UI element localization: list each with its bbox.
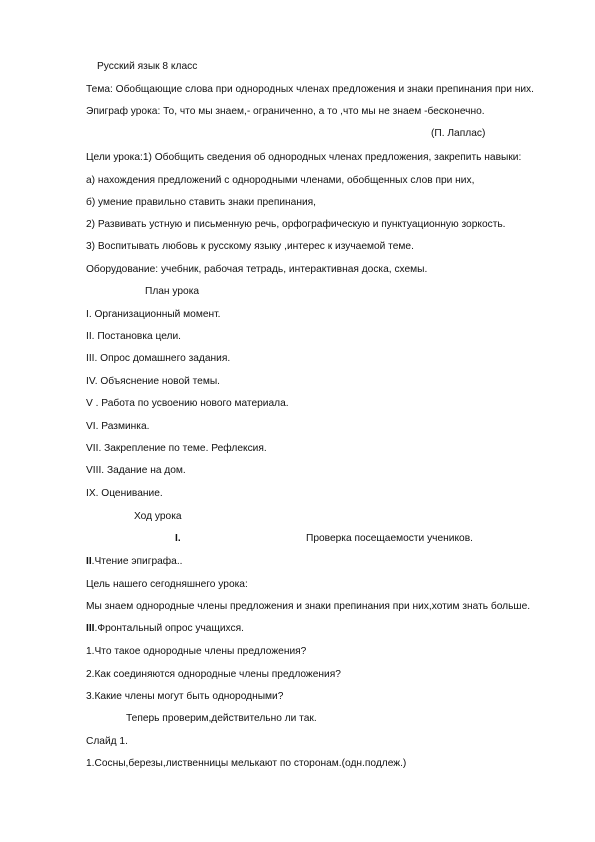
goal-intro: Цель нашего сегодняшнего урока: <box>86 579 248 590</box>
goal-line: а) нахождения предложений с однородными членами, обобщенных слов при них, <box>86 175 475 186</box>
plan-item: VI. Разминка. <box>86 421 150 432</box>
question-item: 2.Как соединяются однородные члены предложения? <box>86 669 341 680</box>
step-numeral: III <box>86 623 95 634</box>
step-numeral: I. <box>175 533 181 544</box>
step-text: .Фронтальный опрос учащихся. <box>94 623 244 634</box>
plan-item: I. Организационный момент. <box>86 309 221 320</box>
plan-item: IX. Оценивание. <box>86 488 163 499</box>
plan-title: План урока <box>145 286 200 297</box>
question-item: 3.Какие члены могут быть однородными? <box>86 691 284 702</box>
plan-item: VII. Закрепление по теме. Рефлексия. <box>86 443 267 454</box>
slide-sentence: 1.Сосны,березы,лиственницы мелькают по сторонам.(одн.подлеж.) <box>86 758 407 769</box>
epigraph-author: (П. Лаплас) <box>431 128 486 139</box>
goal-statement: Мы знаем однородные члены предложения и знаки препинания при них,хотим знать больше. <box>86 601 531 612</box>
plan-item: II. Постановка цели. <box>86 331 182 342</box>
epigraph-text: Эпиграф урока: То, что мы знаем,- ограниченно, а то ,что мы не знаем -бесконечно. <box>86 106 485 117</box>
plan-item: III. Опрос домашнего задания. <box>86 353 231 364</box>
step-numeral: II <box>86 556 92 567</box>
goal-line: 3) Воспитывать любовь к русскому языку ,интерес к изучаемой теме. <box>86 241 414 252</box>
question-item: 1.Что такое однородные члены предложения? <box>86 646 307 657</box>
plan-item: IV. Объяснение новой темы. <box>86 376 221 387</box>
course-title: Ход урока <box>134 511 182 522</box>
plan-item: VIII. Задание на дом. <box>86 465 186 476</box>
subject-header: Русский язык 8 класс <box>97 61 198 72</box>
step-text: .Чтение эпиграфа.. <box>91 556 183 567</box>
goal-line: Цели урока:1) Обобщить сведения об однородных членах предложения, закрепить навыки: <box>86 152 522 163</box>
goal-line: б) умение правильно ставить знаки препинания, <box>86 197 317 208</box>
slide-label: Слайд 1. <box>86 736 128 747</box>
equipment-line: Оборудование: учебник, рабочая тетрадь, интерактивная доска, схемы. <box>86 264 428 275</box>
check-line: Теперь проверим,действительно ли так. <box>126 713 317 724</box>
step-line <box>86 623 244 635</box>
plan-item: V . Работа по усвоению нового материала. <box>86 398 289 409</box>
lesson-topic: Тема: Обобщающие слова при однородных членах предложения и знаки препинания при них. <box>86 84 534 95</box>
step-line <box>86 556 182 568</box>
goal-line: 2) Развивать устную и письменную речь, орфографическую и пунктуационную зоркость. <box>86 219 506 230</box>
step-text: Проверка посещаемости учеников. <box>306 533 473 544</box>
